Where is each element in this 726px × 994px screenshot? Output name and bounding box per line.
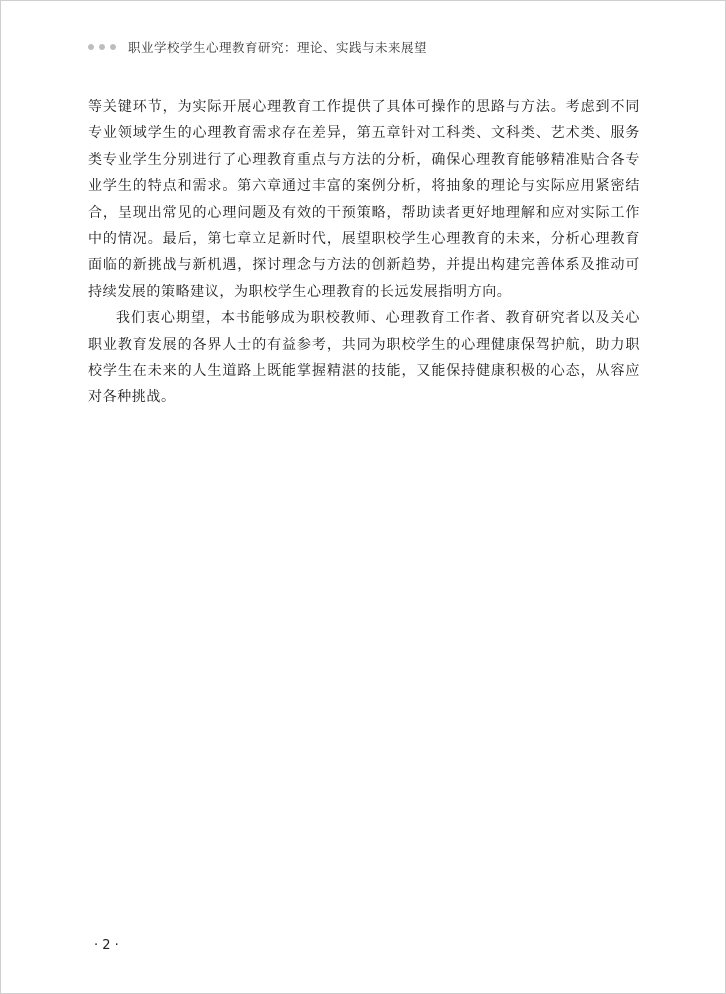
dot-icon	[99, 44, 105, 50]
paragraph: 我们衷心期望，本书能够成为职校教师、心理教育工作者、教育研究者以及关心职业教育发展的各界人士的有益参考，共同为职校学生的心理健康保驾护航，助力职校学生在未来的人生道路上既能掌握精湛的技能，又能保持健康积极的心态，从容应对各种挑战。	[88, 310, 640, 406]
page-number: · 2 ·	[94, 938, 119, 953]
body-text	[88, 94, 640, 411]
header-dots-icon	[88, 44, 116, 50]
dot-icon	[88, 44, 94, 50]
book-title: 职业学校学生心理教育研究：理论、实践与未来展望	[128, 40, 428, 55]
paragraph-continued: 等关键环节，为实际开展心理教育工作提供了具体可操作的思路与方法。考虑到不同专业领域学生的心理教育需求存在差异，第五章针对工科类、文科类、艺术类、服务类专业学生分别进行了心理教育重点与方法的分析，确保心理教育能够精准贴合各专业学生的特点和需求。第六章通过丰富的案例分析，将抽象的理论与实际应用紧密结合，呈现出常见的心理问题及有效的干预策略，帮助读者更好地理解和应对实际工作中的情况。最后，第七章立足新时代，展望职校学生心理教育的未来，分析心理教育面临的新挑战与新机遇，探讨理念与方法的创新趋势，并提出构建完善体系及推动可持续发展的策略建议，为职校学生心理教育的长远发展指明方向。	[88, 99, 640, 300]
dot-icon	[110, 44, 116, 50]
running-header	[88, 36, 648, 58]
